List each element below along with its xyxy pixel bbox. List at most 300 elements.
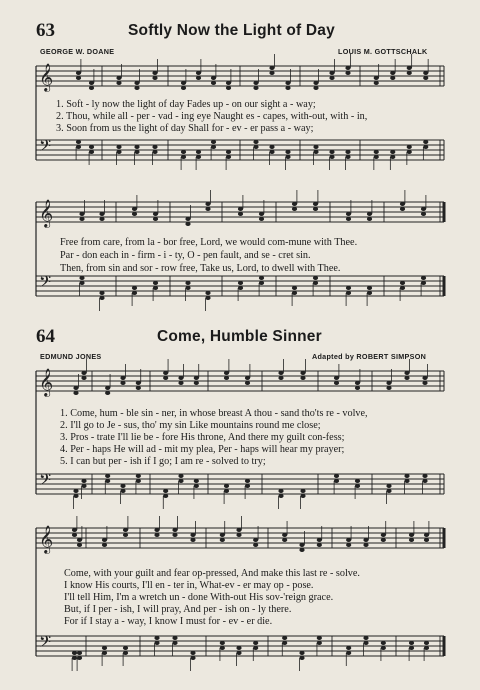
lyric-line: 4. Per - haps He will ad - mit my plea, Per - haps will hear my prayer;: [60, 444, 345, 455]
note-head: [334, 474, 339, 478]
note-head: [313, 86, 318, 90]
note-head: [116, 81, 121, 85]
note-head: [259, 212, 264, 216]
note-head: [421, 212, 426, 216]
note-head: [253, 86, 258, 90]
note-head: [381, 533, 386, 537]
note-head: [89, 145, 94, 149]
note-head: [409, 538, 414, 542]
note-head: [422, 381, 427, 385]
note-head: [81, 371, 86, 375]
note-head: [424, 646, 429, 650]
note-head: [282, 533, 287, 537]
note-head: [346, 291, 351, 295]
note-head: [185, 286, 190, 290]
note-head: [79, 276, 84, 280]
note-head: [154, 636, 159, 640]
note-head: [374, 76, 379, 80]
note-head: [236, 533, 241, 537]
note-head: [409, 533, 414, 537]
note-head: [181, 86, 186, 90]
note-head: [367, 217, 372, 221]
note-head: [346, 286, 351, 290]
note-head: [346, 212, 351, 216]
note-head: [334, 381, 339, 385]
note-head: [89, 86, 94, 90]
note-head: [153, 212, 158, 216]
note-head: [278, 489, 283, 493]
note-head: [153, 286, 158, 290]
note-head: [367, 212, 372, 216]
note-head: [421, 281, 426, 285]
hymn-composer: LOUIS M. GOTTSCHALK: [338, 47, 428, 56]
note-head: [196, 155, 201, 159]
note-head: [245, 484, 250, 488]
note-head: [153, 217, 158, 221]
note-head: [102, 538, 107, 542]
note-head: [185, 222, 190, 226]
note-head: [116, 150, 121, 154]
note-head: [123, 528, 128, 532]
note-head: [136, 479, 141, 483]
note-head: [423, 71, 428, 75]
note-head: [102, 646, 107, 650]
note-head: [404, 479, 409, 483]
note-head: [253, 538, 258, 542]
note-head: [317, 538, 322, 542]
note-head: [76, 76, 81, 80]
note-head: [367, 286, 372, 290]
note-head: [194, 376, 199, 380]
note-head: [285, 150, 290, 154]
note-head: [154, 528, 159, 532]
note-head: [220, 641, 225, 645]
note-head: [136, 381, 141, 385]
note-head: [178, 479, 183, 483]
hymn-composer: Adapted by ROBERT SIMPSON: [312, 352, 427, 361]
note-head: [386, 484, 391, 488]
note-head: [76, 145, 81, 149]
note-head: [345, 71, 350, 75]
note-head: [285, 155, 290, 159]
note-head: [205, 291, 210, 295]
note-head: [334, 479, 339, 483]
note-head: [102, 651, 107, 655]
note-head: [409, 646, 414, 650]
note-head: [374, 81, 379, 85]
note-head: [390, 76, 395, 80]
note-head: [355, 479, 360, 483]
note-head: [329, 76, 334, 80]
lyric-line: Par - don each in - firm - i - ty, O - pen fault, and se - cret sin.: [60, 250, 311, 261]
note-head: [190, 538, 195, 542]
note-head: [211, 76, 216, 80]
note-head: [196, 76, 201, 80]
note-head: [79, 212, 84, 216]
note-head: [346, 646, 351, 650]
lyric-line: 3. Soon from us the light of day Shall for - ev - er pass a - way;: [56, 123, 314, 134]
note-head: [172, 641, 177, 645]
note-head: [152, 71, 157, 75]
note-head: [226, 86, 231, 90]
note-head: [374, 150, 379, 154]
note-head: [120, 381, 125, 385]
note-head: [81, 376, 86, 380]
hymn-author: EDMUND JONES: [40, 352, 102, 361]
lyric-line: Then, from sin and sor - row free, Take us, Lord, to dwell with Thee.: [60, 263, 341, 274]
note-head: [317, 641, 322, 645]
note-head: [72, 528, 77, 532]
note-head: [120, 484, 125, 488]
note-head: [313, 276, 318, 280]
note-head: [72, 656, 77, 660]
note-head: [313, 145, 318, 149]
note-head: [190, 651, 195, 655]
note-head: [346, 217, 351, 221]
note-head: [172, 528, 177, 532]
note-head: [236, 646, 241, 650]
note-head: [334, 376, 339, 380]
note-head: [259, 217, 264, 221]
note-head: [300, 489, 305, 493]
note-head: [154, 533, 159, 537]
note-head: [409, 641, 414, 645]
note-head: [152, 145, 157, 149]
lyric-line: I know His courts, I'll en - ter in, What-ev - er may op - pose.: [64, 580, 314, 591]
note-head: [407, 66, 412, 70]
note-head: [423, 145, 428, 149]
note-head: [363, 543, 368, 547]
note-head: [404, 376, 409, 380]
note-head: [269, 145, 274, 149]
note-head: [226, 150, 231, 154]
lyric-line: Free from care, from la - bor free, Lord, we would com-mune with Thee.: [60, 237, 358, 248]
note-head: [299, 548, 304, 552]
note-head: [194, 479, 199, 483]
note-head: [99, 296, 104, 300]
note-head: [163, 494, 168, 498]
note-head: [253, 145, 258, 149]
note-head: [238, 212, 243, 216]
note-head: [345, 66, 350, 70]
note-head: [269, 66, 274, 70]
note-head: [181, 155, 186, 159]
note-head: [76, 71, 81, 75]
note-head: [105, 386, 110, 390]
note-head: [224, 376, 229, 380]
note-head: [345, 150, 350, 154]
lyric-line: 1. Soft - ly now the light of day Fades up - on our sight a - way;: [56, 99, 316, 110]
note-head: [99, 212, 104, 216]
note-head: [136, 474, 141, 478]
note-head: [132, 207, 137, 211]
note-head: [329, 155, 334, 159]
note-head: [81, 484, 86, 488]
note-head: [390, 155, 395, 159]
note-head: [292, 202, 297, 206]
note-head: [116, 145, 121, 149]
note-head: [292, 286, 297, 290]
note-head: [181, 81, 186, 85]
note-head: [300, 376, 305, 380]
note-head: [194, 484, 199, 488]
note-head: [238, 286, 243, 290]
note-head: [423, 76, 428, 80]
note-head: [424, 538, 429, 542]
hymn-number: 64: [36, 326, 55, 347]
note-head: [400, 207, 405, 211]
note-head: [278, 376, 283, 380]
note-head: [73, 386, 78, 390]
note-head: [313, 281, 318, 285]
note-head: [299, 651, 304, 655]
treble-clef-icon: 𝄞: [39, 525, 54, 553]
note-head: [355, 484, 360, 488]
note-head: [236, 651, 241, 655]
hymn-title: Softly Now the Light of Day: [128, 22, 335, 39]
hymn-author: GEORGE W. DOANE: [40, 47, 115, 56]
note-head: [400, 281, 405, 285]
lyric-line: 5. I can but per - ish if I go; I am re - solved to try;: [60, 456, 266, 467]
note-head: [407, 71, 412, 75]
lyric-line: For if I stay a - way, I know I must for - ev - er die.: [64, 616, 273, 627]
note-head: [185, 281, 190, 285]
note-head: [89, 150, 94, 154]
note-head: [259, 276, 264, 280]
note-head: [363, 641, 368, 645]
note-head: [424, 641, 429, 645]
note-head: [292, 291, 297, 295]
note-head: [236, 528, 241, 532]
note-head: [292, 207, 297, 211]
note-head: [390, 71, 395, 75]
note-head: [285, 86, 290, 90]
note-head: [211, 140, 216, 144]
note-head: [196, 150, 201, 154]
note-head: [404, 371, 409, 375]
note-head: [386, 386, 391, 390]
note-head: [423, 140, 428, 144]
note-head: [346, 651, 351, 655]
note-head: [89, 81, 94, 85]
note-head: [134, 145, 139, 149]
note-head: [178, 474, 183, 478]
note-head: [211, 81, 216, 85]
note-head: [374, 155, 379, 159]
note-head: [253, 140, 258, 144]
note-head: [178, 381, 183, 385]
note-head: [329, 150, 334, 154]
hymn-number: 63: [36, 20, 55, 41]
note-head: [172, 533, 177, 537]
note-head: [132, 212, 137, 216]
lyric-line: But, if I per - ish, I will pray, And per - ish on - ly there.: [64, 604, 292, 615]
note-head: [285, 81, 290, 85]
note-head: [105, 391, 110, 395]
note-head: [253, 646, 258, 650]
note-head: [390, 150, 395, 154]
bass-clef-icon: 𝄢: [39, 471, 52, 493]
note-head: [224, 489, 229, 493]
note-head: [224, 484, 229, 488]
note-head: [421, 276, 426, 280]
note-head: [400, 202, 405, 206]
note-head: [163, 376, 168, 380]
treble-clef-icon: 𝄞: [39, 63, 54, 91]
note-head: [238, 207, 243, 211]
note-head: [226, 81, 231, 85]
note-head: [363, 636, 368, 640]
note-head: [363, 538, 368, 542]
note-head: [381, 641, 386, 645]
bass-clef-icon: 𝄢: [39, 273, 52, 295]
note-head: [367, 291, 372, 295]
note-head: [105, 474, 110, 478]
note-head: [211, 145, 216, 149]
note-head: [224, 371, 229, 375]
note-head: [313, 81, 318, 85]
note-head: [120, 376, 125, 380]
note-head: [81, 479, 86, 483]
note-head: [205, 296, 210, 300]
note-head: [313, 150, 318, 154]
note-head: [77, 543, 82, 547]
note-head: [116, 76, 121, 80]
note-head: [79, 281, 84, 285]
note-head: [317, 636, 322, 640]
note-head: [134, 86, 139, 90]
note-head: [194, 381, 199, 385]
note-head: [381, 538, 386, 542]
note-head: [105, 479, 110, 483]
note-head: [282, 538, 287, 542]
note-head: [407, 145, 412, 149]
note-head: [152, 76, 157, 80]
note-head: [300, 494, 305, 498]
note-head: [329, 71, 334, 75]
note-head: [313, 202, 318, 206]
note-head: [196, 71, 201, 75]
note-head: [299, 656, 304, 660]
note-head: [79, 217, 84, 221]
note-head: [282, 636, 287, 640]
note-head: [73, 494, 78, 498]
treble-clef-icon: 𝄞: [39, 199, 54, 227]
note-head: [76, 140, 81, 144]
note-head: [278, 371, 283, 375]
note-head: [190, 656, 195, 660]
note-head: [178, 376, 183, 380]
note-head: [259, 281, 264, 285]
note-head: [205, 202, 210, 206]
note-head: [422, 474, 427, 478]
lyric-line: 2. Thou, while all - per - vad - ing eye Naught es - capes, with-out, with - in,: [56, 111, 368, 122]
note-head: [102, 543, 107, 547]
lyric-line: 2. I'll go to Je - sus, tho' my sin Like mountains round me close;: [60, 420, 321, 431]
note-head: [132, 291, 137, 295]
note-head: [299, 543, 304, 547]
note-head: [154, 641, 159, 645]
lyric-line: I'll tell Him, I'm a wretch un - done With-out His sov-'reign grace.: [64, 592, 334, 603]
note-head: [220, 646, 225, 650]
lyric-line: Come, with your guilt and fear op-pressed, And make this last re - solve.: [64, 568, 360, 579]
note-head: [72, 533, 77, 537]
lyric-line: 3. Pros - trate I'll lie be - fore His throne, And there my guilt con-fess;: [60, 432, 345, 443]
note-head: [346, 543, 351, 547]
note-head: [72, 651, 77, 655]
note-head: [245, 381, 250, 385]
treble-clef-icon: 𝄞: [39, 368, 54, 396]
note-head: [253, 543, 258, 547]
note-head: [422, 479, 427, 483]
note-head: [245, 376, 250, 380]
note-head: [172, 636, 177, 640]
note-head: [190, 533, 195, 537]
note-head: [313, 207, 318, 211]
note-head: [99, 291, 104, 295]
note-head: [163, 371, 168, 375]
note-head: [421, 207, 426, 211]
note-head: [253, 641, 258, 645]
note-head: [269, 150, 274, 154]
note-head: [77, 656, 82, 660]
note-head: [407, 150, 412, 154]
note-head: [123, 533, 128, 537]
hymn-title: Come, Humble Sinner: [157, 328, 322, 345]
note-head: [355, 386, 360, 390]
note-head: [386, 489, 391, 493]
note-head: [123, 646, 128, 650]
note-head: [220, 538, 225, 542]
note-head: [134, 81, 139, 85]
note-head: [73, 489, 78, 493]
note-head: [152, 150, 157, 154]
note-head: [300, 371, 305, 375]
note-head: [77, 538, 82, 542]
note-head: [99, 217, 104, 221]
note-head: [253, 81, 258, 85]
note-head: [400, 286, 405, 290]
bass-clef-icon: 𝄢: [39, 137, 52, 159]
note-head: [132, 286, 137, 290]
note-head: [245, 479, 250, 483]
note-head: [404, 474, 409, 478]
note-head: [163, 489, 168, 493]
note-head: [317, 543, 322, 547]
note-head: [181, 150, 186, 154]
bass-clef-icon: 𝄢: [39, 633, 52, 655]
note-head: [238, 281, 243, 285]
note-head: [422, 376, 427, 380]
lyric-line: 1. Come, hum - ble sin - ner, in whose breast A thou - sand tho'ts re - volve,: [60, 408, 368, 419]
note-head: [346, 538, 351, 542]
note-head: [220, 533, 225, 537]
note-head: [278, 494, 283, 498]
note-head: [77, 651, 82, 655]
note-head: [282, 641, 287, 645]
note-head: [424, 533, 429, 537]
note-head: [153, 281, 158, 285]
note-head: [123, 651, 128, 655]
note-head: [226, 155, 231, 159]
note-head: [134, 150, 139, 154]
note-head: [136, 386, 141, 390]
note-head: [386, 381, 391, 385]
note-head: [120, 489, 125, 493]
note-head: [355, 381, 360, 385]
note-head: [205, 207, 210, 211]
note-head: [269, 71, 274, 75]
